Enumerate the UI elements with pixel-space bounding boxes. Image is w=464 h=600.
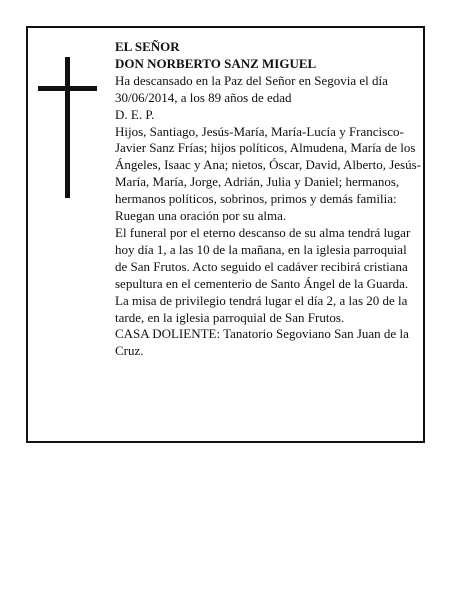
- cross-icon: [38, 57, 97, 198]
- deceased-title: EL SEÑOR: [115, 39, 180, 54]
- funeral-home: CASA DOLIENTE: Tanatorio Segoviano San Juan de la Cruz.: [115, 326, 409, 359]
- cross-vertical-bar: [65, 57, 70, 198]
- prayer-request: Ruegan una oración por su alma.: [115, 208, 287, 224]
- death-statement: Ha descansado en la Paz del Señor en Segovia el día 30/06/2014, a los 89 años de edad: [115, 72, 388, 105]
- funeral-details: El funeral por el eterno descanso de su alma tendrá lugar hoy día 1, a las 10 de la mañana, en la iglesia parroquial de San Frutos. Acto seguido el cadáver recibirá cristiana sepultura en el cementerio de Santo Ángel de la Guarda. La misa de privilegio tendrá lugar el día 2, a las 20 de la tarde, en la iglesia parroquial de San Frutos.: [115, 224, 411, 325]
- obituary-text: [115, 39, 421, 360]
- obituary-notice: [26, 26, 425, 443]
- deceased-name: DON NORBERTO SANZ MIGUEL: [115, 55, 317, 71]
- cross-horizontal-bar: [38, 86, 97, 91]
- family-members: Hijos, Santiago, Jesús-María, María-Lucía y Francisco-Javier Sanz Frías; hijos políticos, Almudena, María de los Ángeles, Isaac y Ana; nietos, Óscar, David, Alberto, Jesús-María, María, Jorge, Adrián, Julia y Daniel; hermanos, hermanos políticos, sobrinos, primos y demás familia:: [115, 123, 421, 207]
- rest-in-peace: D. E. P.: [115, 106, 155, 122]
